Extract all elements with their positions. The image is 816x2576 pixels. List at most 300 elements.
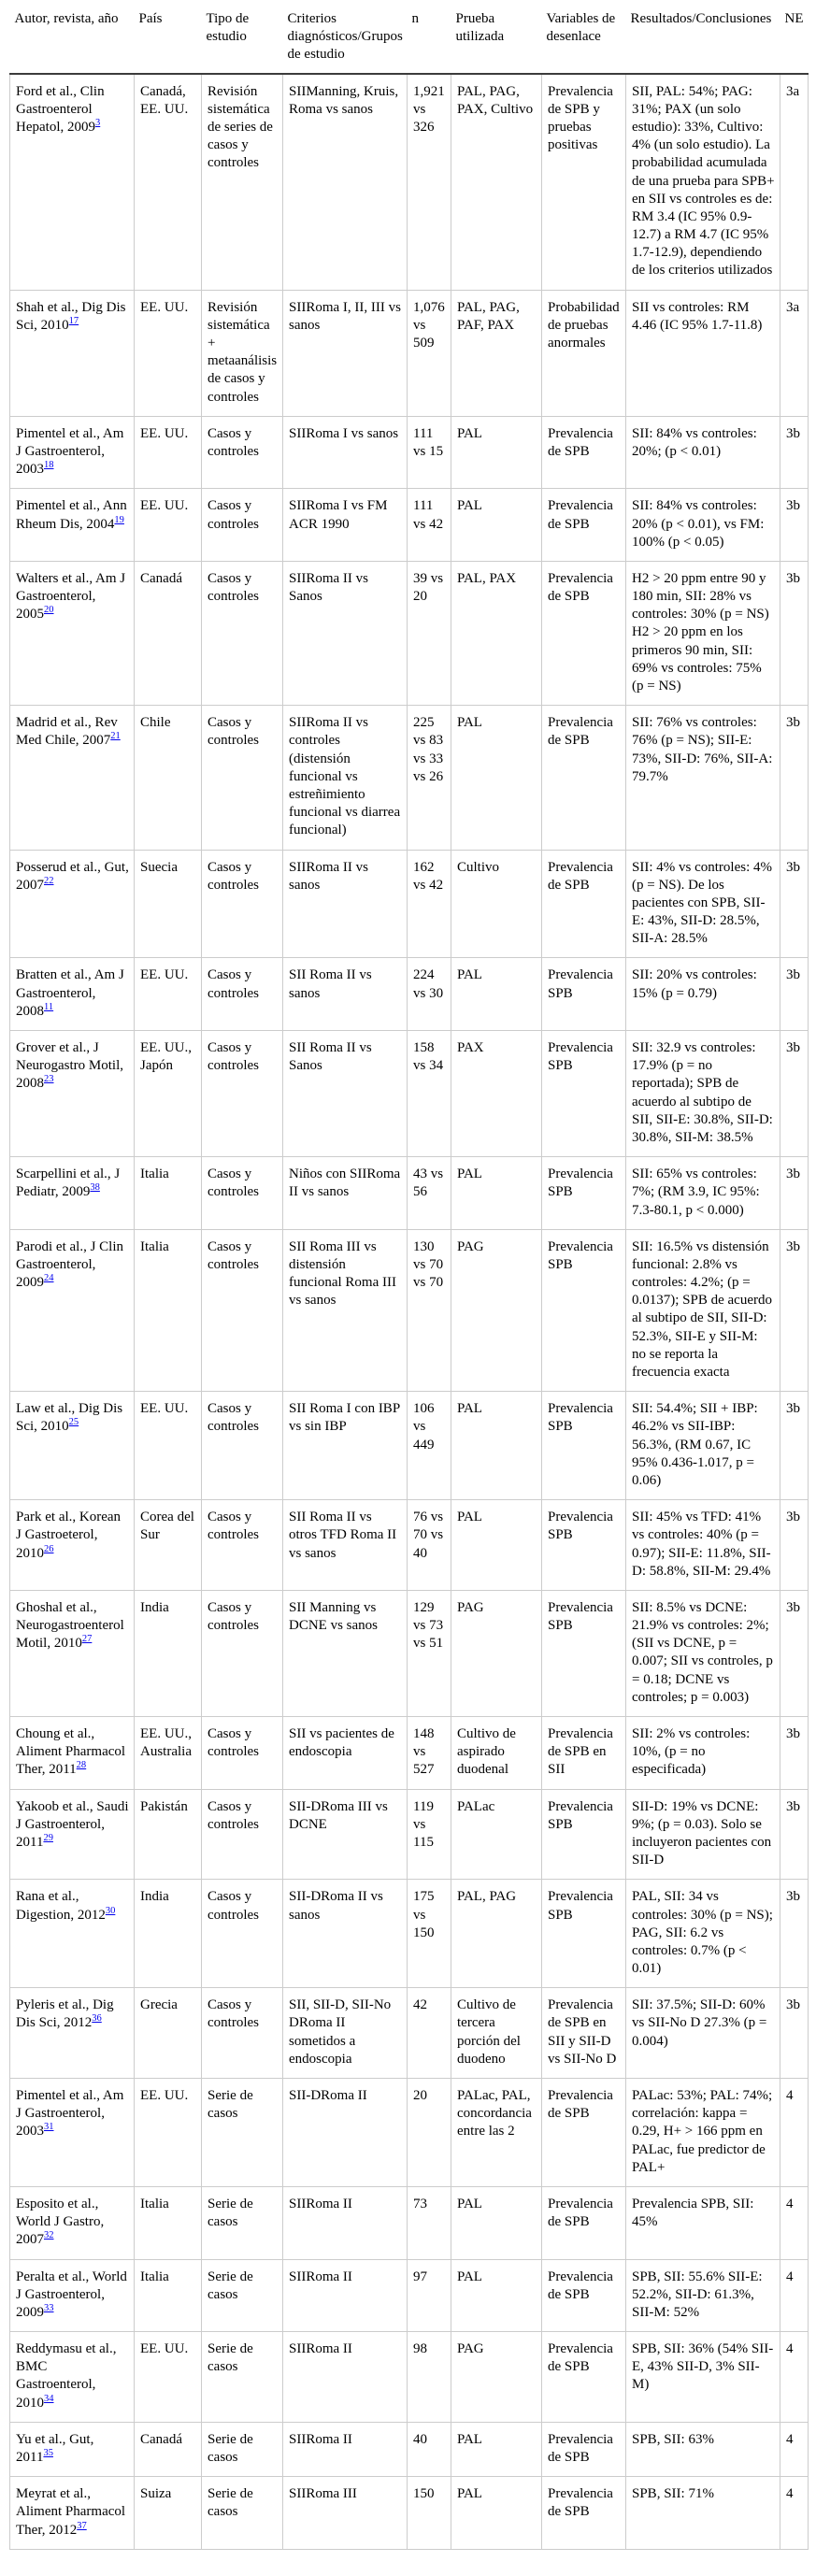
reference-sup (44, 2303, 54, 2313)
cell-pais: EE. UU. (135, 489, 202, 562)
cell-tipo: Casos y controles (202, 1789, 283, 1880)
reference-sup (110, 731, 121, 741)
cell-pais: EE. UU. (135, 416, 202, 489)
reference-sup (44, 1273, 54, 1283)
cell-ne: 4 (780, 2332, 809, 2423)
cell-autor (10, 2477, 135, 2550)
cell-variables: Prevalencia de SPB (542, 2079, 626, 2187)
study-citation: Park et al., Korean J Gastroeterol, 2010 (16, 1510, 122, 1561)
reference-link[interactable]: 26 (44, 1543, 54, 1554)
reference-link[interactable]: 20 (44, 605, 54, 616)
cell-variables: Prevalencia SPB (542, 1392, 626, 1500)
cell-tipo: Serie de casos (202, 2332, 283, 2423)
cell-resultados: PAL, SII: 34 vs controles: 30% (p = NS); PAG, SII: 6.2 vs controles: 0.7% (p < 0.01) (626, 1880, 780, 1988)
cell-autor (10, 2332, 135, 2423)
study-citation: Pyleris et al., Dig Dis Sci, 2012 (16, 1997, 114, 2031)
cell-pais: Canadá (135, 561, 202, 705)
reference-sup (44, 1544, 54, 1554)
cell-pais: EE. UU., Japón (135, 1031, 202, 1157)
cell-prueba: PAG (451, 1590, 542, 1716)
cell-autor (10, 1500, 135, 1591)
cell-variables: Prevalencia SPB (542, 958, 626, 1031)
cell-ne: 3b (780, 1717, 809, 1790)
cell-autor (10, 1157, 135, 1230)
cell-criterios: SII-DRoma II (283, 2079, 408, 2187)
cell-n: 130 vs 70 vs 70 (408, 1229, 451, 1392)
reference-link[interactable]: 19 (114, 514, 124, 525)
cell-variables: Prevalencia SPB (542, 1229, 626, 1392)
cell-ne: 3b (780, 958, 809, 1031)
cell-n: 162 vs 42 (408, 850, 451, 958)
reference-link[interactable]: 11 (44, 1001, 54, 1012)
table-row (10, 1157, 809, 1230)
cell-criterios: SIIRoma II vs sanos (283, 850, 408, 958)
cell-n: 1,921 vs 326 (408, 74, 451, 291)
reference-link[interactable]: 24 (44, 1273, 54, 1284)
cell-tipo: Casos y controles (202, 1717, 283, 1790)
reference-link[interactable]: 3 (94, 117, 101, 128)
table-row (10, 1880, 809, 1988)
cell-criterios: Niños con SIIRoma II vs sanos (283, 1157, 408, 1230)
cell-autor (10, 1590, 135, 1716)
table-row (10, 416, 809, 489)
cell-criterios: SIIRoma II (283, 2186, 408, 2259)
cell-prueba: PAL (451, 2477, 542, 2550)
reference-link[interactable]: 32 (44, 2230, 54, 2241)
cell-tipo: Casos y controles (202, 489, 283, 562)
cell-n: 225 vs 83 vs 33 vs 26 (408, 706, 451, 850)
cell-tipo: Casos y controles (202, 1880, 283, 1988)
cell-prueba: PAL (451, 1392, 542, 1500)
cell-resultados: SII: 37.5%; SII-D: 60% vs SII-No D 27.3% (p = 0.004) (626, 1988, 780, 2079)
cell-prueba: PALac, PAL, concordancia entre las 2 (451, 2079, 542, 2187)
cell-tipo: Casos y controles (202, 1229, 283, 1392)
study-citation: Pimentel et al., Am J Gastroenterol, 2003 (16, 2088, 124, 2140)
cell-ne: 3b (780, 850, 809, 958)
cell-pais: Corea del Sur (135, 1500, 202, 1591)
cell-tipo: Serie de casos (202, 2477, 283, 2550)
cell-pais: EE. UU. (135, 290, 202, 416)
cell-resultados: SII: 32.9 vs controles: 17.9% (p = no reportada); SPB de acuerdo al subtipo de SII, SII-E: 30.8%, SII-D: 30.8%, SII-M: 38.5% (626, 1031, 780, 1157)
study-citation: Shah et al., Dig Dis Sci, 2010 (16, 299, 126, 333)
study-citation: Parodi et al., J Clin Gastroenterol, 2009 (16, 1238, 123, 1291)
table-row (10, 850, 809, 958)
cell-resultados: SII: 8.5% vs DCNE: 21.9% vs controles: 2%; (SII vs DCNE, p = 0.007; SII vs controles, p = 0.18; DCNE vs controles; p = 0.003) (626, 1590, 780, 1716)
cell-n: 39 vs 20 (408, 561, 451, 705)
cell-n: 175 vs 150 (408, 1880, 451, 1988)
cell-variables: Probabilidad de pruebas anormales (542, 290, 626, 416)
cell-criterios: SIIRoma I vs sanos (283, 416, 408, 489)
cell-autor (10, 1031, 135, 1157)
cell-pais: Italia (135, 1157, 202, 1230)
cell-variables: Prevalencia SPB (542, 1590, 626, 1716)
reference-sup (92, 2013, 102, 2024)
cell-pais: EE. UU. (135, 2079, 202, 2187)
cell-variables: Prevalencia de SPB en SII (542, 1717, 626, 1790)
table-row (10, 1392, 809, 1500)
reference-sup (114, 515, 124, 525)
column-header-n: n (408, 4, 451, 74)
cell-variables: Prevalencia de SPB (542, 2332, 626, 2423)
table-row (10, 561, 809, 705)
study-citation: Madrid et al., Rev Med Chile, 2007 (16, 715, 118, 749)
study-citation: Peralta et al., World J Gastroenterol, 2009 (16, 2268, 127, 2320)
cell-variables: Prevalencia de SPB (542, 850, 626, 958)
cell-prueba: PAL (451, 489, 542, 562)
cell-criterios: SII Roma II vs sanos (283, 958, 408, 1031)
cell-prueba: PAL (451, 2259, 542, 2332)
cell-criterios: SII Roma III vs distensión funcional Roma III vs sanos (283, 1229, 408, 1392)
reference-link[interactable]: 23 (44, 1074, 54, 1085)
study-citation: Pimentel et al., Ann Rheum Dis, 2004 (16, 498, 127, 532)
cell-tipo: Casos y controles (202, 1157, 283, 1230)
study-citation: Rana et al., Digestion, 2012 (16, 1889, 106, 1923)
cell-n: 98 (408, 2332, 451, 2423)
cell-ne: 3a (780, 290, 809, 416)
cell-pais: Canadá, EE. UU. (135, 74, 202, 291)
cell-criterios: SII Roma II vs otros TFD Roma II vs sanos (283, 1500, 408, 1591)
cell-autor (10, 958, 135, 1031)
cell-prueba: Cultivo de aspirado duodenal (451, 1717, 542, 1790)
cell-prueba: PAL, PAX (451, 561, 542, 705)
cell-n: 111 vs 42 (408, 489, 451, 562)
table-row (10, 1590, 809, 1716)
cell-variables: Prevalencia SPB (542, 1031, 626, 1157)
column-header-resultados: Resultados/Conclusiones (626, 4, 780, 74)
cell-variables: Prevalencia de SPB (542, 489, 626, 562)
cell-tipo: Casos y controles (202, 1392, 283, 1500)
reference-link[interactable]: 21 (110, 731, 121, 742)
cell-tipo: Casos y controles (202, 1590, 283, 1716)
cell-criterios: SIIRoma II (283, 2259, 408, 2332)
reference-sup (44, 1002, 53, 1012)
cell-autor (10, 1717, 135, 1790)
cell-ne: 3b (780, 561, 809, 705)
cell-autor (10, 290, 135, 416)
cell-ne: 3b (780, 1988, 809, 2079)
study-citation: Esposito et al., World J Gastro, 2007 (16, 2196, 105, 2248)
cell-criterios: SII Roma II vs Sanos (283, 1031, 408, 1157)
reference-link[interactable]: 33 (44, 2302, 54, 2313)
cell-ne: 3b (780, 706, 809, 850)
cell-prueba: PAL, PAG, PAF, PAX (451, 290, 542, 416)
cell-tipo: Serie de casos (202, 2259, 283, 2332)
study-citation: Ford et al., Clin Gastroenterol Hepatol, 2009 (16, 83, 105, 135)
cell-n: 224 vs 30 (408, 958, 451, 1031)
cell-resultados: Prevalencia SPB, SII: 45% (626, 2186, 780, 2259)
cell-autor (10, 2079, 135, 2187)
table-row (10, 290, 809, 416)
cell-ne: 4 (780, 2079, 809, 2187)
cell-prueba: PAL (451, 1500, 542, 1591)
table-row (10, 1789, 809, 1880)
cell-n: 119 vs 115 (408, 1789, 451, 1880)
cell-resultados: SPB, SII: 63% (626, 2422, 780, 2476)
reference-sup (44, 2394, 54, 2404)
cell-resultados: SII: 76% vs controles: 76% (p = NS); SII-E: 73%, SII-D: 76%, SII-A: 79.7% (626, 706, 780, 850)
cell-resultados: SII: 65% vs controles: 7%; (RM 3.9, IC 95%: 7.3-80.1, p < 0.000) (626, 1157, 780, 1230)
cell-resultados: SII: 16.5% vs distensión funcional: 2.8% vs controles: 4.2%; (p = 0.0137); SPB de acuerdo al subtipo de SII, SII-D: 52.3%, SII-E y SII-M: no se reporta la frecuencia exacta (626, 1229, 780, 1392)
study-citation: Choung et al., Aliment Pharmacol Ther, 2011 (16, 1726, 126, 1778)
reference-link[interactable]: 38 (90, 1182, 100, 1194)
cell-criterios: SIIRoma II (283, 2422, 408, 2476)
cell-ne: 3b (780, 1590, 809, 1716)
reference-link[interactable]: 22 (44, 875, 54, 886)
cell-pais: Grecia (135, 1988, 202, 2079)
study-citation: Reddymasu et al., BMC Gastroenterol, 2010 (16, 2341, 117, 2411)
cell-tipo: Serie de casos (202, 2422, 283, 2476)
reference-sup (44, 2230, 54, 2240)
cell-n: 73 (408, 2186, 451, 2259)
cell-ne: 3b (780, 1157, 809, 1230)
cell-criterios: SII-DRoma III vs DCNE (283, 1789, 408, 1880)
cell-pais: EE. UU. (135, 2332, 202, 2423)
cell-autor (10, 2422, 135, 2476)
cell-pais: Pakistán (135, 1789, 202, 1880)
cell-n: 129 vs 73 vs 51 (408, 1590, 451, 1716)
cell-resultados: SII: 54.4%; SII + IBP: 46.2% vs SII-IBP: 56.3%, (RM 0.67, IC 95% 0.436-1.017, p = 0.06) (626, 1392, 780, 1500)
cell-prueba: PAG (451, 2332, 542, 2423)
study-citation: Grover et al., J Neurogastro Motil, 2008 (16, 1040, 123, 1092)
reference-link[interactable]: 29 (43, 1832, 53, 1843)
study-citation: Yu et al., Gut, 2011 (16, 2431, 94, 2465)
table-row (10, 2079, 809, 2187)
reference-link[interactable]: 31 (44, 2122, 54, 2133)
cell-pais: EE. UU. (135, 1392, 202, 1500)
reference-link[interactable]: 17 (68, 315, 79, 326)
table-row (10, 1988, 809, 2079)
reference-sup (44, 876, 54, 886)
cell-criterios: SII-DRoma II vs sanos (283, 1880, 408, 1988)
cell-criterios: SIIRoma I, II, III vs sanos (283, 290, 408, 416)
study-citation: Walters et al., Am J Gastroenterol, 2005 (16, 570, 126, 623)
cell-autor (10, 561, 135, 705)
table-row (10, 2186, 809, 2259)
study-citation: Pimentel et al., Am J Gastroenterol, 2003 (16, 425, 124, 478)
cell-tipo: Casos y controles (202, 850, 283, 958)
cell-pais: Suiza (135, 2477, 202, 2550)
cell-ne: 3b (780, 1031, 809, 1157)
cell-ne: 4 (780, 2422, 809, 2476)
cell-prueba: Cultivo de tercera porción del duodeno (451, 1988, 542, 2079)
cell-ne: 3a (780, 74, 809, 291)
cell-ne: 4 (780, 2259, 809, 2332)
cell-resultados: H2 > 20 ppm entre 90 y 180 min, SII: 28% vs controles: 30% (p = NS) H2 > 20 ppm en los primeros 90 min, SII: 69% vs controles: 75% (p = NS) (626, 561, 780, 705)
reference-link[interactable]: 37 (77, 2520, 87, 2531)
cell-n: 43 vs 56 (408, 1157, 451, 1230)
cell-tipo: Casos y controles (202, 1500, 283, 1591)
cell-variables: Prevalencia de SPB (542, 2186, 626, 2259)
cell-criterios: SIIRoma III (283, 2477, 408, 2550)
reference-link[interactable]: 34 (44, 2393, 54, 2404)
cell-autor (10, 2186, 135, 2259)
study-citation: Law et al., Dig Dis Sci, 2010 (16, 1401, 123, 1435)
cell-criterios: SIIRoma II (283, 2332, 408, 2423)
cell-n: 1,076 vs 509 (408, 290, 451, 416)
cell-autor (10, 1229, 135, 1392)
cell-variables: Prevalencia SPB (542, 1500, 626, 1591)
column-header-autor: Autor, revista, año (10, 4, 135, 74)
cell-tipo: Casos y controles (202, 706, 283, 850)
cell-criterios: SII vs pacientes de endoscopia (283, 1717, 408, 1790)
reference-sup (44, 605, 54, 615)
cell-prueba: PAX (451, 1031, 542, 1157)
table-row (10, 1717, 809, 1790)
cell-ne: 3b (780, 1392, 809, 1500)
cell-prueba: PAL (451, 2186, 542, 2259)
cell-ne: 3b (780, 1880, 809, 1988)
reference-sup (77, 1760, 87, 1770)
column-header-tipo: Tipo de estudio (202, 4, 283, 74)
cell-tipo: Revisión sistemática + metaanálisis de casos y controles (202, 290, 283, 416)
cell-pais: Chile (135, 706, 202, 850)
cell-resultados: SII vs controles: RM 4.46 (IC 95% 1.7-11.8) (626, 290, 780, 416)
cell-ne: 3b (780, 1789, 809, 1880)
cell-tipo: Casos y controles (202, 958, 283, 1031)
cell-ne: 4 (780, 2186, 809, 2259)
table-row (10, 2477, 809, 2550)
cell-variables: Prevalencia de SPB (542, 706, 626, 850)
cell-tipo: Casos y controles (202, 561, 283, 705)
cell-resultados: SII: 20% vs controles: 15% (p = 0.79) (626, 958, 780, 1031)
cell-tipo: Casos y controles (202, 1031, 283, 1157)
cell-variables: Prevalencia de SPB y pruebas positivas (542, 74, 626, 291)
table-row (10, 2259, 809, 2332)
cell-tipo: Serie de casos (202, 2186, 283, 2259)
cell-pais: India (135, 1590, 202, 1716)
study-citation: Posserud et al., Gut, 2007 (16, 859, 129, 893)
study-citation: Scarpellini et al., J Pediatr, 2009 (16, 1166, 121, 1200)
cell-variables: Prevalencia de SPB (542, 561, 626, 705)
reference-sup (44, 2122, 54, 2132)
cell-autor (10, 74, 135, 291)
cell-criterios: SII Roma I con IBP vs sin IBP (283, 1392, 408, 1500)
column-header-variables: Variables de desenlace (542, 4, 626, 74)
reference-link[interactable]: 28 (76, 1760, 87, 1771)
cell-pais: Italia (135, 1229, 202, 1392)
cell-prueba: PAL (451, 958, 542, 1031)
study-citation: Meyrat et al., Aliment Pharmacol Ther, 2012 (16, 2486, 126, 2538)
cell-tipo: Casos y controles (202, 1988, 283, 2079)
table-row (10, 706, 809, 850)
column-header-criterios: Criterios diagnósticos/Grupos de estudio (283, 4, 408, 74)
cell-n: 158 vs 34 (408, 1031, 451, 1157)
cell-resultados: PALac: 53%; PAL: 74%; correlación: kappa = 0.29, H+ > 166 ppm en PALac, fue predictor de PAL+ (626, 2079, 780, 2187)
reference-sup (77, 2521, 87, 2531)
cell-variables: Prevalencia SPB (542, 1157, 626, 1230)
cell-variables: Prevalencia SPB (542, 1880, 626, 1988)
cell-ne: 3b (780, 489, 809, 562)
reference-link[interactable]: 25 (68, 1417, 79, 1428)
table-row (10, 2422, 809, 2476)
cell-autor (10, 1988, 135, 2079)
table-row (10, 74, 809, 291)
reference-link[interactable]: 36 (92, 2013, 102, 2025)
study-citation: Yakoob et al., Saudi J Gastroenterol, 2011 (16, 1798, 129, 1850)
reference-sup (90, 1182, 100, 1193)
table-row (10, 1031, 809, 1157)
cell-n: 148 vs 527 (408, 1717, 451, 1790)
reference-sup (69, 1417, 79, 1427)
cell-pais: EE. UU., Australia (135, 1717, 202, 1790)
cell-n: 76 vs 70 vs 40 (408, 1500, 451, 1591)
cell-ne: 3b (780, 416, 809, 489)
cell-prueba: PAL, PAG (451, 1880, 542, 1988)
reference-link[interactable]: 27 (81, 1634, 93, 1645)
cell-prueba: PAG (451, 1229, 542, 1392)
reference-link[interactable]: 30 (105, 1905, 116, 1916)
cell-prueba: PAL (451, 416, 542, 489)
cell-resultados: SII: 84% vs controles: 20% (p < 0.01), vs FM: 100% (p < 0.05) (626, 489, 780, 562)
reference-sup (106, 1906, 116, 1916)
cell-pais: Italia (135, 2186, 202, 2259)
cell-resultados: SII: 4% vs controles: 4% (p = NS). De los pacientes con SPB, SII-E: 43%, SII-D: 28.5%, SII-A: 28.5% (626, 850, 780, 958)
cell-autor (10, 2259, 135, 2332)
cell-autor (10, 850, 135, 958)
table-row (10, 489, 809, 562)
cell-pais: India (135, 1880, 202, 1988)
cell-pais: EE. UU. (135, 958, 202, 1031)
cell-autor (10, 416, 135, 489)
cell-criterios: SII Manning vs DCNE vs sanos (283, 1590, 408, 1716)
cell-pais: Suecia (135, 850, 202, 958)
cell-variables: Prevalencia de SPB en SII y SII-D vs SII-No D (542, 1988, 626, 2079)
cell-ne: 3b (780, 1500, 809, 1591)
cell-n: 106 vs 449 (408, 1392, 451, 1500)
cell-resultados: SII: 84% vs controles: 20%; (p < 0.01) (626, 416, 780, 489)
cell-criterios: SIIRoma II vs Sanos (283, 561, 408, 705)
table-row (10, 958, 809, 1031)
table-row (10, 2332, 809, 2423)
cell-tipo: Revisión sistemática de series de casos y controles (202, 74, 283, 291)
reference-link[interactable]: 18 (44, 460, 54, 471)
cell-autor (10, 1789, 135, 1880)
table-row (10, 1229, 809, 1392)
cell-resultados: SPB, SII: 71% (626, 2477, 780, 2550)
cell-autor (10, 489, 135, 562)
study-citation: Bratten et al., Am J Gastroenterol, 2008 (16, 967, 124, 1019)
cell-n: 111 vs 15 (408, 416, 451, 489)
reference-link[interactable]: 35 (43, 2448, 53, 2458)
cell-tipo: Serie de casos (202, 2079, 283, 2187)
reference-sup (43, 1833, 53, 1843)
column-header-pais: País (135, 4, 202, 74)
cell-n: 97 (408, 2259, 451, 2332)
cell-criterios: SIIManning, Kruis, Roma vs sanos (283, 74, 408, 291)
cell-pais: Canadá (135, 2422, 202, 2476)
cell-prueba: PAL (451, 2422, 542, 2476)
cell-n: 40 (408, 2422, 451, 2476)
cell-variables: Prevalencia de SPB (542, 2422, 626, 2476)
reference-sup (44, 1074, 54, 1084)
cell-resultados: SPB, SII: 36% (54% SII-E, 43% SII-D, 3% SII-M) (626, 2332, 780, 2423)
cell-criterios: SII, SII-D, SII-No DRoma II sometidos a endoscopia (283, 1988, 408, 2079)
column-header-prueba: Prueba utilizada (451, 4, 542, 74)
cell-prueba: PAL (451, 706, 542, 850)
table-header (10, 4, 809, 74)
cell-tipo: Casos y controles (202, 416, 283, 489)
cell-n: 42 (408, 1988, 451, 2079)
cell-autor (10, 1880, 135, 1988)
cell-resultados: SII-D: 19% vs DCNE: 9%; (p = 0.03). Solo se incluyeron pacientes con SII-D (626, 1789, 780, 1880)
cell-n: 150 (408, 2477, 451, 2550)
cell-criterios: SIIRoma I vs FM ACR 1990 (283, 489, 408, 562)
cell-variables: Prevalencia de SPB (542, 2477, 626, 2550)
studies-table (9, 4, 809, 2550)
cell-autor (10, 706, 135, 850)
reference-sup (95, 118, 100, 128)
reference-sup (69, 316, 79, 326)
